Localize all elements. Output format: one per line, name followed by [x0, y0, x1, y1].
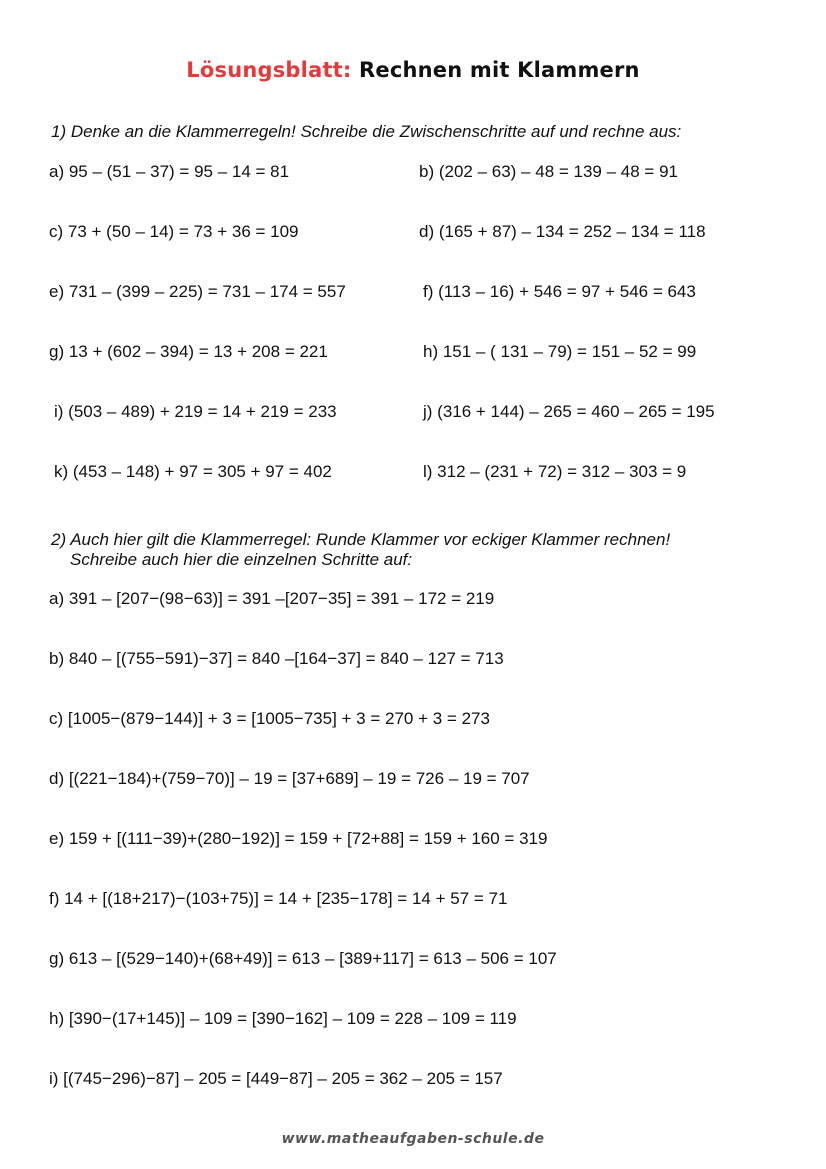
- footer-url: www.matheaufgaben-schule.de: [281, 1131, 545, 1147]
- section2-instruction-line2: Schreibe auch hier die einzelnen Schritte auf:: [70, 550, 413, 569]
- task-2g: g) 613 – [(529−140)+(68+49)] = 613 – [389+117] = 613 – 506 = 107: [49, 949, 557, 968]
- task-2e: e) 159 + [(111−39)+(280−192)] = 159 + [72+88] = 159 + 160 = 319: [49, 829, 548, 848]
- task-1j: j) (316 + 144) – 265 = 460 – 265 = 195: [423, 402, 715, 421]
- task-1e: e) 731 – (399 – 225) = 731 – 174 = 557: [49, 282, 346, 301]
- task-1d: d) (165 + 87) – 134 = 252 – 134 = 118: [419, 222, 706, 241]
- title-main: Rechnen mit Klammern: [359, 58, 640, 82]
- task-1a: a) 95 – (51 – 37) = 95 – 14 = 81: [49, 162, 290, 181]
- task-1h: h) 151 – ( 131 – 79) = 151 – 52 = 99: [423, 342, 697, 361]
- task-2c: c) [1005−(879−144)] + 3 = [1005−735] + 3 = 270 + 3 = 273: [49, 709, 490, 728]
- task-2d: d) [(221−184)+(759−70)] – 19 = [37+689] – 19 = 726 – 19 = 707: [49, 769, 530, 788]
- section1-instruction: 1) Denke an die Klammerregeln! Schreibe die Zwischenschritte auf und rechne aus:: [51, 122, 682, 141]
- task-1c: c) 73 + (50 – 14) = 73 + 36 = 109: [49, 222, 299, 241]
- task-1f: f) (113 – 16) + 546 = 97 + 546 = 643: [423, 282, 696, 301]
- task-1k: k) (453 – 148) + 97 = 305 + 97 = 402: [54, 462, 332, 481]
- task-1b: b) (202 – 63) – 48 = 139 – 48 = 91: [419, 162, 678, 181]
- section2-instruction-line1: 2) Auch hier gilt die Klammerregel: Runde Klammer vor eckiger Klammer rechnen!: [51, 530, 671, 549]
- task-1l: l) 312 – (231 + 72) = 312 – 303 = 9: [423, 462, 687, 481]
- task-2f: f) 14 + [(18+217)−(103+75)] = 14 + [235−178] = 14 + 57 = 71: [49, 889, 508, 908]
- task-2b: b) 840 – [(755−591)−37] = 840 –[164−37] = 840 – 127 = 713: [49, 649, 504, 668]
- task-1g: g) 13 + (602 – 394) = 13 + 208 = 221: [49, 342, 328, 361]
- task-2a: a) 391 – [207−(98−63)] = 391 –[207−35] = 391 – 172 = 219: [49, 589, 495, 608]
- task-1i: i) (503 – 489) + 219 = 14 + 219 = 233: [54, 402, 337, 421]
- page-title: [0, 58, 826, 82]
- title-prefix: Lösungsblatt:: [186, 58, 352, 82]
- task-2i: i) [(745−296)−87] – 205 = [449−87] – 205 = 362 – 205 = 157: [49, 1069, 503, 1088]
- task-2h: h) [390−(17+145)] – 109 = [390−162] – 109 = 228 – 109 = 119: [49, 1009, 517, 1028]
